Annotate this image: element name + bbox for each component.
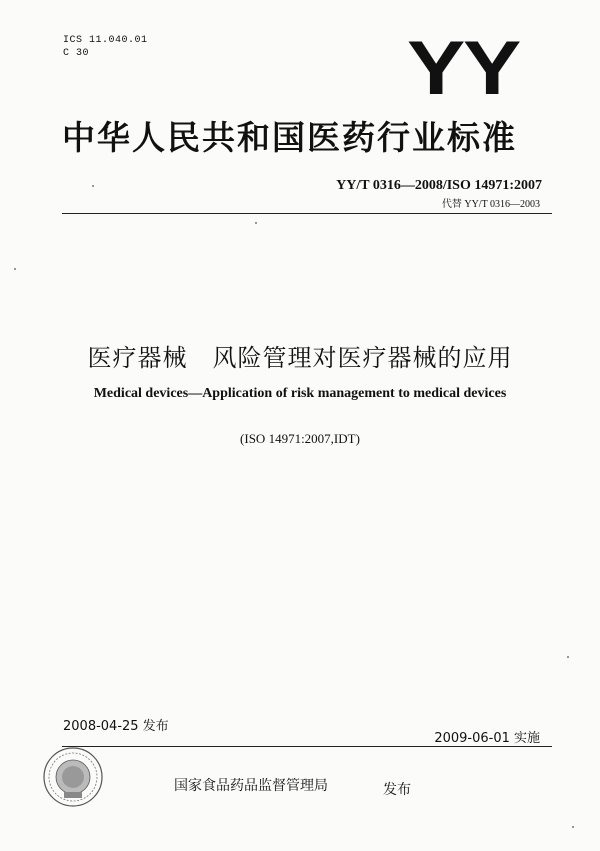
classification-codes — [63, 34, 148, 60]
issue-label: 发布 — [383, 782, 411, 798]
scan-speck — [572, 826, 574, 828]
scan-speck — [567, 656, 569, 658]
scan-speck — [14, 268, 16, 270]
scan-speck — [92, 185, 94, 187]
document-title-english: Medical devices—Application of risk management to medical devices — [93, 386, 507, 401]
issuing-authority: 国家食品药品监督管理局 — [174, 778, 328, 794]
standard-number: YY/T 0316—2008/ISO 14971:2007 — [336, 178, 542, 193]
standard-title: 中华人民共和国医药行业标准 — [62, 118, 517, 157]
yy-logo: YY — [406, 26, 519, 111]
ics-code: ICS 11.040.01 — [63, 35, 148, 46]
header-rule — [62, 213, 552, 214]
footer-rule — [62, 746, 552, 747]
equivalence-note: (ISO 14971:2007,IDT) — [240, 431, 360, 446]
implement-date: 2009-06-01 实施 — [434, 731, 540, 746]
publish-date: 2008-04-25 发布 — [63, 719, 169, 734]
scan-speck — [255, 222, 257, 224]
ccs-code: C 30 — [63, 48, 90, 59]
issuer-seal-icon — [42, 746, 104, 808]
document-title-chinese: 医疗器械 风险管理对医疗器械的应用 — [87, 344, 513, 372]
replaces-note: 代替 YY/T 0316—2003 — [441, 199, 540, 210]
